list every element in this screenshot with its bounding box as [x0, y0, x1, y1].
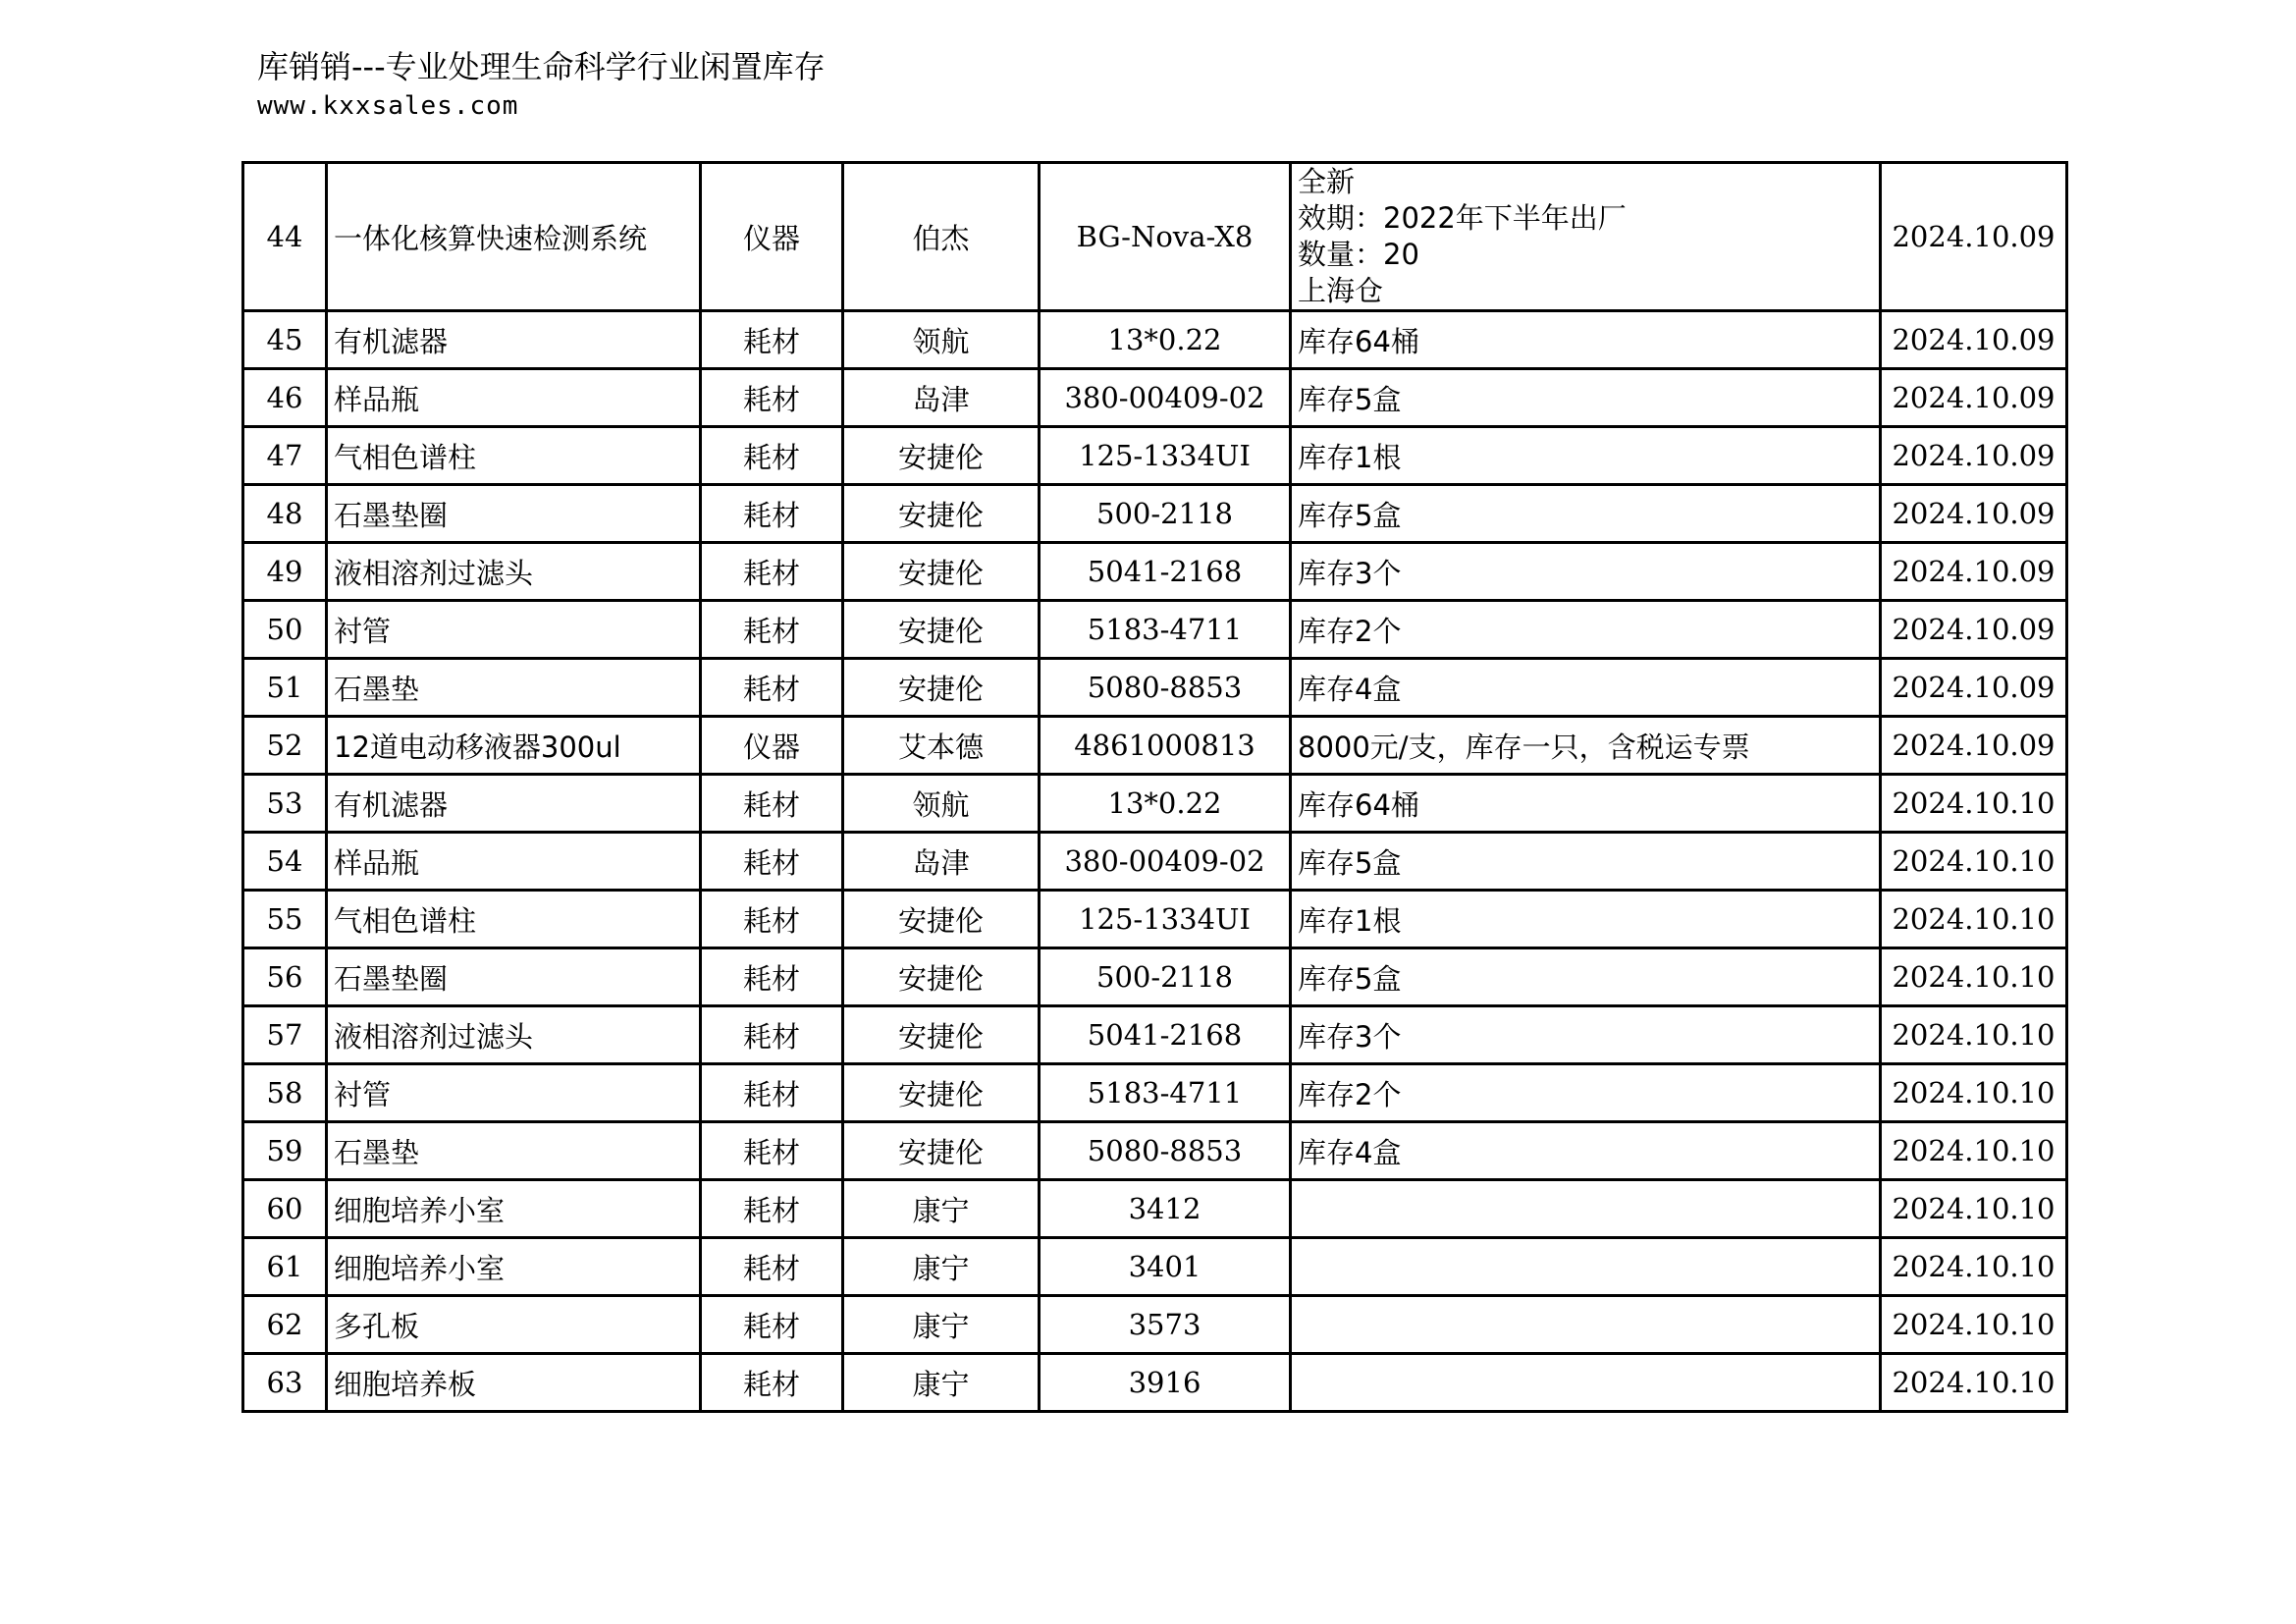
note-cell: 库存2个 — [1291, 1064, 1881, 1122]
model-cell: 380-00409-02 — [1040, 369, 1291, 427]
note-cell — [1291, 1238, 1881, 1296]
note-cell — [1291, 1354, 1881, 1412]
brand-cell: 康宁 — [843, 1180, 1040, 1238]
note-cell: 库存64桶 — [1291, 311, 1881, 369]
product-name-cell: 有机滤器 — [327, 311, 701, 369]
inventory-table-body — [243, 163, 2067, 1412]
note-cell: 库存2个 — [1291, 601, 1881, 659]
row-number-cell: 54 — [243, 833, 327, 891]
category-cell: 耗材 — [701, 543, 843, 601]
category-cell: 耗材 — [701, 1006, 843, 1064]
product-name-cell: 气相色谱柱 — [327, 427, 701, 485]
brand-cell: 康宁 — [843, 1354, 1040, 1412]
product-name-cell: 一体化核算快速检测系统 — [327, 163, 701, 311]
date-cell: 2024.10.10 — [1881, 1238, 2067, 1296]
table-row — [243, 163, 2067, 311]
page-header-title: 库销销---专业处理生命科学行业闲置库存 — [257, 48, 826, 85]
note-line: 效期：2022年下半年出厂 — [1298, 201, 1627, 235]
row-number-cell: 56 — [243, 948, 327, 1006]
date-cell: 2024.10.10 — [1881, 891, 2067, 948]
model-cell: 125-1334UI — [1040, 891, 1291, 948]
product-name-cell: 衬管 — [327, 601, 701, 659]
date-cell: 2024.10.09 — [1881, 601, 2067, 659]
table-row — [243, 1064, 2067, 1122]
category-cell: 耗材 — [701, 485, 843, 543]
product-name-cell: 石墨垫圈 — [327, 485, 701, 543]
row-number-cell: 51 — [243, 659, 327, 717]
model-cell: 3916 — [1040, 1354, 1291, 1412]
table-row — [243, 1122, 2067, 1180]
category-cell: 耗材 — [701, 1064, 843, 1122]
row-number-cell: 48 — [243, 485, 327, 543]
table-row — [243, 833, 2067, 891]
note-line: 数量：20 — [1298, 238, 1419, 271]
category-cell: 耗材 — [701, 833, 843, 891]
row-number-cell: 50 — [243, 601, 327, 659]
brand-cell: 安捷伦 — [843, 485, 1040, 543]
row-number-cell: 60 — [243, 1180, 327, 1238]
date-cell: 2024.10.10 — [1881, 1064, 2067, 1122]
row-number-cell: 61 — [243, 1238, 327, 1296]
model-cell: 500-2118 — [1040, 485, 1291, 543]
category-cell: 耗材 — [701, 1296, 843, 1354]
row-number-cell: 45 — [243, 311, 327, 369]
date-cell: 2024.10.09 — [1881, 427, 2067, 485]
brand-cell: 领航 — [843, 775, 1040, 833]
model-cell: 5080-8853 — [1040, 1122, 1291, 1180]
row-number-cell: 59 — [243, 1122, 327, 1180]
product-name-cell: 细胞培养小室 — [327, 1238, 701, 1296]
brand-cell: 岛津 — [843, 369, 1040, 427]
brand-cell: 岛津 — [843, 833, 1040, 891]
product-name-cell: 石墨垫 — [327, 1122, 701, 1180]
model-cell: 5041-2168 — [1040, 543, 1291, 601]
table-row — [243, 1354, 2067, 1412]
note-cell: 库存1根 — [1291, 427, 1881, 485]
model-cell: 3401 — [1040, 1238, 1291, 1296]
row-number-cell: 46 — [243, 369, 327, 427]
product-name-cell: 细胞培养小室 — [327, 1180, 701, 1238]
note-cell: 库存5盒 — [1291, 485, 1881, 543]
date-cell: 2024.10.09 — [1881, 369, 2067, 427]
product-name-cell: 石墨垫圈 — [327, 948, 701, 1006]
model-cell: 13*0.22 — [1040, 775, 1291, 833]
row-number-cell: 53 — [243, 775, 327, 833]
product-name-cell: 石墨垫 — [327, 659, 701, 717]
table-row — [243, 311, 2067, 369]
category-cell: 耗材 — [701, 369, 843, 427]
category-cell: 耗材 — [701, 775, 843, 833]
table-row — [243, 659, 2067, 717]
row-number-cell: 49 — [243, 543, 327, 601]
table-row — [243, 1238, 2067, 1296]
row-number-cell: 44 — [243, 163, 327, 311]
category-cell: 耗材 — [701, 427, 843, 485]
model-cell: 5041-2168 — [1040, 1006, 1291, 1064]
date-cell: 2024.10.10 — [1881, 1122, 2067, 1180]
date-cell: 2024.10.09 — [1881, 717, 2067, 775]
table-row — [243, 1296, 2067, 1354]
note-cell — [1291, 163, 1881, 311]
note-cell: 8000元/支，库存一只，含税运专票 — [1291, 717, 1881, 775]
table-row — [243, 717, 2067, 775]
note-cell: 库存5盒 — [1291, 369, 1881, 427]
date-cell: 2024.10.10 — [1881, 1354, 2067, 1412]
date-cell: 2024.10.10 — [1881, 775, 2067, 833]
brand-cell: 安捷伦 — [843, 659, 1040, 717]
category-cell: 耗材 — [701, 659, 843, 717]
model-cell: 4861000813 — [1040, 717, 1291, 775]
note-cell: 库存4盒 — [1291, 1122, 1881, 1180]
model-cell: 3412 — [1040, 1180, 1291, 1238]
product-name-cell: 样品瓶 — [327, 833, 701, 891]
category-cell: 耗材 — [701, 1122, 843, 1180]
brand-cell: 康宁 — [843, 1296, 1040, 1354]
product-name-cell: 衬管 — [327, 1064, 701, 1122]
note-cell — [1291, 1180, 1881, 1238]
category-cell: 耗材 — [701, 1354, 843, 1412]
table-row — [243, 775, 2067, 833]
date-cell: 2024.10.10 — [1881, 1006, 2067, 1064]
product-name-cell: 液相溶剂过滤头 — [327, 543, 701, 601]
model-cell: 3573 — [1040, 1296, 1291, 1354]
model-cell: 380-00409-02 — [1040, 833, 1291, 891]
product-name-cell: 样品瓶 — [327, 369, 701, 427]
brand-cell: 安捷伦 — [843, 543, 1040, 601]
category-cell: 耗材 — [701, 1238, 843, 1296]
model-cell: 5183-4711 — [1040, 601, 1291, 659]
brand-cell: 安捷伦 — [843, 948, 1040, 1006]
category-cell: 仪器 — [701, 717, 843, 775]
model-cell: 5183-4711 — [1040, 1064, 1291, 1122]
brand-cell: 安捷伦 — [843, 1122, 1040, 1180]
category-cell: 耗材 — [701, 601, 843, 659]
note-cell: 库存3个 — [1291, 543, 1881, 601]
product-name-cell: 12道电动移液器300ul — [327, 717, 701, 775]
table-row — [243, 1006, 2067, 1064]
brand-cell: 领航 — [843, 311, 1040, 369]
brand-cell: 安捷伦 — [843, 601, 1040, 659]
date-cell: 2024.10.10 — [1881, 1180, 2067, 1238]
date-cell: 2024.10.10 — [1881, 1296, 2067, 1354]
brand-cell: 安捷伦 — [843, 1006, 1040, 1064]
product-name-cell: 细胞培养板 — [327, 1354, 701, 1412]
date-cell: 2024.10.09 — [1881, 311, 2067, 369]
date-cell: 2024.10.10 — [1881, 948, 2067, 1006]
note-line: 上海仓 — [1298, 274, 1384, 307]
row-number-cell: 55 — [243, 891, 327, 948]
table-row — [243, 601, 2067, 659]
row-number-cell: 62 — [243, 1296, 327, 1354]
table-row — [243, 543, 2067, 601]
note-cell: 库存3个 — [1291, 1006, 1881, 1064]
note-cell: 库存5盒 — [1291, 833, 1881, 891]
note-cell: 库存5盒 — [1291, 948, 1881, 1006]
date-cell: 2024.10.09 — [1881, 543, 2067, 601]
category-cell: 耗材 — [701, 891, 843, 948]
date-cell: 2024.10.10 — [1881, 833, 2067, 891]
row-number-cell: 63 — [243, 1354, 327, 1412]
note-cell — [1291, 1296, 1881, 1354]
table-row — [243, 427, 2067, 485]
note-cell: 库存4盒 — [1291, 659, 1881, 717]
category-cell: 耗材 — [701, 948, 843, 1006]
brand-cell: 安捷伦 — [843, 427, 1040, 485]
brand-cell: 安捷伦 — [843, 1064, 1040, 1122]
page-header-url: www.kxxsales.com — [257, 91, 519, 121]
brand-cell: 艾本德 — [843, 717, 1040, 775]
note-cell: 库存64桶 — [1291, 775, 1881, 833]
date-cell: 2024.10.09 — [1881, 659, 2067, 717]
brand-cell: 安捷伦 — [843, 891, 1040, 948]
brand-cell: 康宁 — [843, 1238, 1040, 1296]
product-name-cell: 气相色谱柱 — [327, 891, 701, 948]
model-cell: BG-Nova-X8 — [1040, 163, 1291, 311]
row-number-cell: 52 — [243, 717, 327, 775]
table-row — [243, 369, 2067, 427]
date-cell: 2024.10.09 — [1881, 163, 2067, 311]
inventory-table — [241, 161, 2068, 1413]
category-cell: 仪器 — [701, 163, 843, 311]
category-cell: 耗材 — [701, 311, 843, 369]
model-cell: 5080-8853 — [1040, 659, 1291, 717]
brand-cell: 伯杰 — [843, 163, 1040, 311]
table-row — [243, 891, 2067, 948]
note-line: 全新 — [1298, 165, 1356, 198]
product-name-cell: 多孔板 — [327, 1296, 701, 1354]
model-cell: 500-2118 — [1040, 948, 1291, 1006]
model-cell: 13*0.22 — [1040, 311, 1291, 369]
table-row — [243, 948, 2067, 1006]
product-name-cell: 有机滤器 — [327, 775, 701, 833]
row-number-cell: 58 — [243, 1064, 327, 1122]
row-number-cell: 47 — [243, 427, 327, 485]
product-name-cell: 液相溶剂过滤头 — [327, 1006, 701, 1064]
note-cell: 库存1根 — [1291, 891, 1881, 948]
category-cell: 耗材 — [701, 1180, 843, 1238]
table-row — [243, 1180, 2067, 1238]
model-cell: 125-1334UI — [1040, 427, 1291, 485]
row-number-cell: 57 — [243, 1006, 327, 1064]
table-row — [243, 485, 2067, 543]
date-cell: 2024.10.09 — [1881, 485, 2067, 543]
